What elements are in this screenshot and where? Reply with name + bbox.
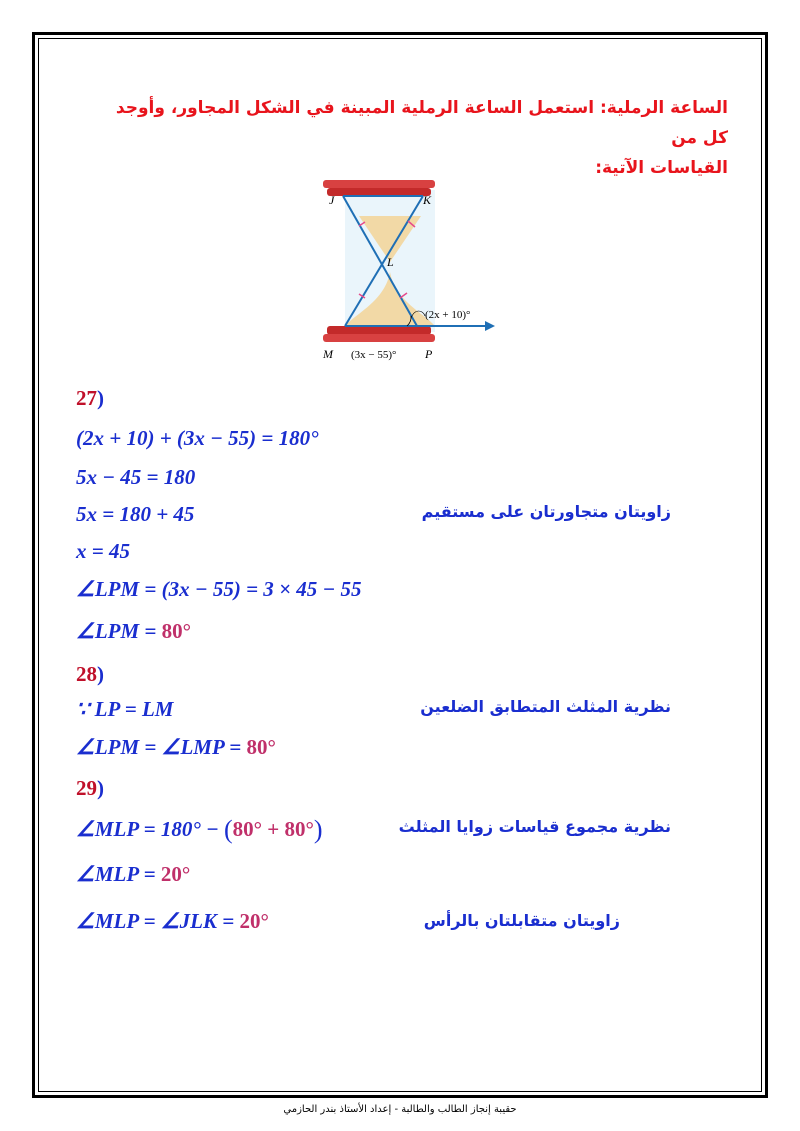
hourglass-figure: [315, 176, 505, 366]
eq-27-line-1: (2x + 10) + (3x − 55) = 180°: [76, 426, 319, 450]
label-J: J: [329, 193, 335, 207]
problem-29-number: [76, 776, 104, 801]
header-line-1: الساعة الرملية: استعمل الساعة الرملية المبينة في الشكل المجاور، وأوجد كل من: [115, 98, 728, 148]
eq-28-result-value: 80°: [246, 735, 276, 759]
eq-29-line-2-value: 20°: [160, 862, 191, 886]
problem-header: [88, 93, 728, 183]
eq-29-open-paren: (: [223, 815, 233, 844]
header-line-2: القياسات الآتية:: [595, 158, 728, 178]
eq-29-line-2-lhs: ∠MLP =: [76, 862, 156, 886]
problem-27-digits: 27: [76, 386, 97, 410]
bottom-cap: [323, 334, 435, 342]
problem-28-number: [76, 662, 104, 687]
eq-29-line-1-lhs: ∠MLP = 180° −: [76, 817, 219, 841]
page-footer: حقيبة إنجاز الطالب والطالبة - إعداد الأستاذ بندر الحازمي: [283, 1104, 517, 1115]
eq-28-line-1: ∵ LP = LM: [76, 697, 174, 721]
eq-29-line-3: [76, 909, 269, 934]
problem-27-number: [76, 386, 104, 411]
top-cap-lower: [327, 188, 431, 196]
label-P: P: [425, 347, 433, 361]
note-29-1: نظرية مجموع قياسات زوايا المثلث: [398, 817, 671, 836]
angle-outer-label: (2x + 10)°: [425, 309, 471, 321]
eq-27-result: [76, 619, 191, 644]
eq-27-line-3: 5x = 180 + 45: [76, 502, 195, 526]
eq-29-line-1-sum: 80° + 80°: [232, 817, 314, 841]
problem-29-digits: 29: [76, 776, 97, 800]
eq-29-line-3-value: 20°: [239, 909, 269, 933]
angle-inner-label: (3x − 55)°: [351, 349, 397, 361]
label-M: M: [323, 347, 333, 361]
eq-27-result-lhs: ∠LPM =: [76, 619, 157, 643]
eq-27-result-value: 80°: [161, 619, 192, 643]
eq-27-line-5: ∠LPM = (3x − 55) = 3 × 45 − 55: [76, 577, 362, 601]
note-29-2: زاويتان متقابلتان بالرأس: [423, 911, 620, 930]
problem-28-paren: ): [97, 662, 104, 686]
problem-29-paren: ): [97, 776, 104, 800]
problem-27-paren: ): [97, 386, 104, 410]
eq-27-line-4: x = 45: [76, 539, 130, 563]
label-L: L: [387, 255, 394, 269]
eq-29-line-1: [76, 815, 323, 845]
bottom-cap-upper: [327, 326, 431, 335]
problem-28-digits: 28: [76, 662, 97, 686]
eq-29-line-3-lhs: ∠MLP = ∠JLK =: [76, 909, 235, 933]
eq-28-result-lhs: ∠LPM = ∠LMP =: [76, 735, 242, 759]
note-28: نظرية المثلث المتطابق الضلعين: [420, 697, 671, 716]
eq-27-line-2: 5x − 45 = 180: [76, 465, 196, 489]
label-K: K: [423, 193, 432, 207]
eq-29-close-paren: ): [313, 815, 323, 844]
note-27: زاويتان متجاورتان على مستقيم: [421, 502, 671, 521]
top-cap: [323, 180, 435, 188]
eq-28-result: [76, 735, 276, 760]
eq-29-line-2: [76, 862, 190, 887]
arrow-head: [485, 321, 495, 331]
